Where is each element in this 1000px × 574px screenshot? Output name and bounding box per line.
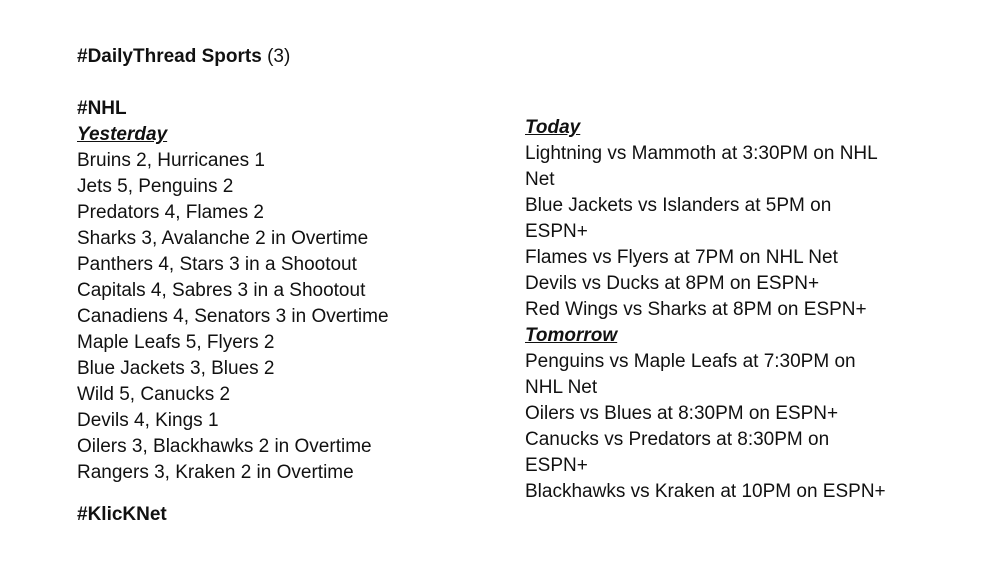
today-heading: Today [525, 117, 581, 138]
game-line: Penguins vs Maple Leafs at 7:30PM on NHL Net [525, 351, 856, 398]
result-line: Predators 4, Flames 2 [77, 202, 264, 223]
tomorrow-games-list [525, 349, 945, 505]
result-line: Capitals 4, Sabres 3 in a Shootout [77, 280, 366, 301]
today-games-list [525, 141, 945, 323]
result-line: Bruins 2, Hurricanes 1 [77, 150, 265, 171]
game-line: Red Wings vs Sharks at 8PM on ESPN+ [525, 299, 867, 320]
page-title [77, 44, 290, 70]
game-line: Blue Jackets vs Islanders at 5PM on ESPN+ [525, 195, 832, 242]
yesterday-heading: Yesterday [77, 124, 168, 145]
tomorrow-heading: Tomorrow [525, 325, 618, 346]
result-line: Wild 5, Canucks 2 [77, 384, 231, 405]
result-line: Maple Leafs 5, Flyers 2 [77, 332, 275, 353]
result-line: Canadiens 4, Senators 3 in Overtime [77, 306, 389, 327]
yesterday-results-list [77, 148, 497, 486]
game-line: Devils vs Ducks at 8PM on ESPN+ [525, 273, 820, 294]
nhl-hashtag: #NHL [77, 98, 127, 119]
game-line: Lightning vs Mammoth at 3:30PM on NHL Net [525, 143, 878, 190]
yesterday-column [77, 96, 497, 486]
game-line: Blackhawks vs Kraken at 10PM on ESPN+ [525, 481, 886, 502]
result-line: Sharks 3, Avalanche 2 in Overtime [77, 228, 369, 249]
game-line: Canucks vs Predators at 8:30PM on ESPN+ [525, 429, 830, 476]
thread-count: (3) [267, 46, 291, 67]
result-line: Rangers 3, Kraken 2 in Overtime [77, 462, 354, 483]
game-line: Oilers vs Blues at 8:30PM on ESPN+ [525, 403, 839, 424]
schedule-column [525, 115, 945, 505]
result-line: Oilers 3, Blackhawks 2 in Overtime [77, 436, 372, 457]
thread-title: #DailyThread Sports [77, 46, 262, 67]
game-line: Flames vs Flyers at 7PM on NHL Net [525, 247, 838, 268]
result-line: Panthers 4, Stars 3 in a Shootout [77, 254, 357, 275]
result-line: Devils 4, Kings 1 [77, 410, 219, 431]
result-line: Jets 5, Penguins 2 [77, 176, 234, 197]
result-line: Blue Jackets 3, Blues 2 [77, 358, 275, 379]
klicknet-hashtag: #KlicKNet [77, 504, 167, 525]
